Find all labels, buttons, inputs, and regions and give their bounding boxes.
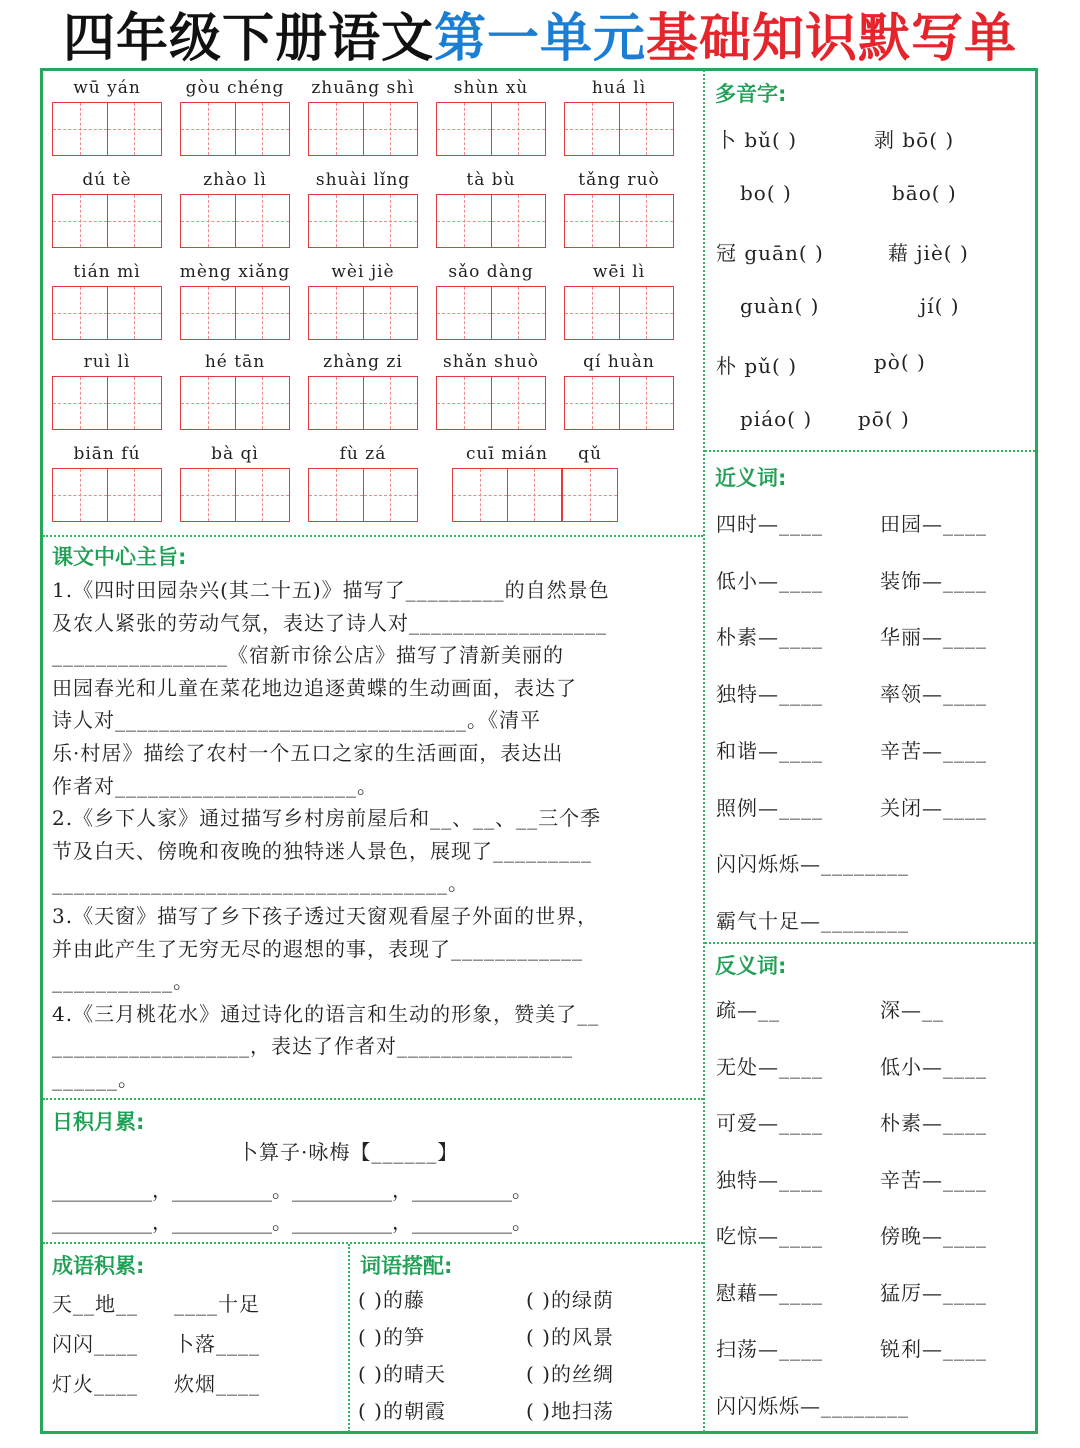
synonym-item: 关闭—____: [880, 795, 987, 820]
summary-line: 田园春光和儿童在菜花地边追逐黄蝶的生动画面，表达了: [52, 675, 577, 700]
writing-cell: [53, 103, 108, 155]
summary-line: 及农人紧张的劳动气氛，表达了诗人对__________________: [52, 610, 607, 635]
poem-title: 卜算子·咏梅【______】: [238, 1140, 459, 1164]
writing-cell: [309, 195, 364, 247]
writing-cell: [508, 469, 562, 521]
idiom-item: ____十足: [174, 1292, 260, 1316]
summary-line: 乐·村居》描绘了农村一个五口之家的生活画面，表达出: [52, 741, 564, 765]
match-item: ( )地扫荡: [526, 1399, 614, 1423]
writing-cell: [309, 377, 364, 429]
title-part3: 基础知识默写单: [646, 8, 1018, 69]
pinyin-label: sǎo dàng: [448, 262, 534, 282]
pinyin-label: dú tè: [82, 170, 132, 190]
writing-cell: [437, 287, 492, 339]
pinyin-label: wèi jiè: [331, 262, 395, 282]
writing-box[interactable]: [180, 468, 290, 522]
writing-cell: [492, 103, 546, 155]
match-item: ( )的丝绸: [526, 1362, 614, 1386]
idiom-item: 卜落____: [174, 1332, 260, 1356]
divider-bottom-split: [348, 1244, 350, 1432]
antonym-item: 扫荡—____: [716, 1337, 823, 1361]
writing-cell: [53, 377, 108, 429]
match-item: ( )的绿荫: [526, 1288, 614, 1312]
idiom-item: 灯火____: [52, 1372, 138, 1396]
section-ant-title: 反义词:: [715, 954, 787, 978]
polyphone-item: bāo( ): [892, 180, 957, 205]
synonym-item: 朴素—____: [716, 625, 823, 650]
writing-cell: [236, 195, 290, 247]
summary-line: 2.《乡下人家》通过描写乡村房前屋后和__、__、__三个季: [52, 806, 602, 831]
writing-cell: [236, 377, 290, 429]
antonym-item: 疏—__: [716, 998, 780, 1022]
summary-line: 3.《天窗》描写了乡下孩子透过天窗观看屋子外面的世界，: [52, 904, 599, 928]
writing-box[interactable]: [564, 376, 674, 430]
section-poly-title: 多音字:: [715, 82, 787, 106]
writing-cell: [53, 195, 108, 247]
writing-cell: [437, 195, 492, 247]
polyphone-item: guàn( ): [740, 293, 820, 318]
section-match-title: 词语搭配:: [360, 1254, 453, 1278]
writing-cell: [437, 377, 492, 429]
poem-line-1: __________，__________。__________，__________。: [52, 1178, 532, 1202]
synonym-item: 装饰—____: [880, 568, 987, 593]
match-item: ( )的朝霞: [358, 1399, 446, 1423]
writing-cell: [236, 469, 290, 521]
writing-cell: [492, 195, 546, 247]
writing-box[interactable]: [564, 194, 674, 248]
section-idiom-title: 成语积累:: [52, 1254, 145, 1278]
antonym-item: 猛厉—____: [880, 1280, 987, 1305]
writing-box[interactable]: [180, 194, 290, 248]
writing-cell: [364, 377, 418, 429]
synonym-item: 和谐—____: [716, 738, 823, 763]
writing-cell: [108, 103, 162, 155]
section-center-title: 课文中心主旨:: [52, 545, 187, 569]
pinyin-label: shuài lǐng: [315, 170, 411, 190]
writing-cell: [236, 287, 290, 339]
pinyin-label: qí huàn: [583, 352, 655, 372]
pinyin-label: bà qì: [211, 444, 259, 464]
writing-box[interactable]: [308, 194, 418, 248]
divider-pinyin: [43, 535, 703, 537]
writing-cell: [309, 287, 364, 339]
pinyin-label: zhào lì: [203, 170, 267, 190]
section-daily-title: 日积月累:: [52, 1110, 145, 1134]
writing-cell: [108, 469, 162, 521]
divider-daily: [43, 1242, 703, 1244]
pinyin-label: hé tān: [204, 352, 266, 372]
writing-box[interactable]: [52, 468, 162, 522]
writing-box[interactable]: [436, 102, 546, 156]
writing-box[interactable]: [564, 286, 674, 340]
idiom-item: 炊烟____: [174, 1372, 260, 1396]
synonym-item: 照例—____: [716, 795, 823, 820]
writing-cell: [492, 287, 546, 339]
synonym-item: 辛苦—____: [880, 738, 987, 763]
writing-box[interactable]: [308, 286, 418, 340]
writing-cell: [309, 469, 364, 521]
writing-cell: [565, 195, 620, 247]
writing-box[interactable]: [562, 468, 618, 522]
summary-line: __________________，表达了作者对________________: [52, 1034, 573, 1059]
pinyin-label: wū yán: [73, 78, 141, 98]
pinyin-label: tǎng ruò: [578, 170, 660, 190]
writing-cell: [181, 195, 236, 247]
writing-box[interactable]: [52, 376, 162, 430]
title-part2: 第一单元: [433, 8, 646, 69]
writing-cell: [181, 287, 236, 339]
synonym-item: 独特—____: [716, 682, 823, 707]
writing-cell: [364, 103, 418, 155]
summary-line: 诗人对________________________________。《清平: [52, 708, 541, 733]
writing-cell: [236, 103, 290, 155]
pinyin-label: huá lì: [591, 78, 647, 98]
synonym-item: 闪闪烁烁—________: [716, 852, 909, 877]
synonym-item: 低小—____: [716, 568, 823, 593]
synonym-item: 霸气十足—________: [716, 908, 909, 933]
polyphone-item: 剥 bō( ): [874, 128, 955, 152]
antonym-item: 辛苦—____: [880, 1167, 987, 1192]
writing-cell: [309, 103, 364, 155]
pinyin-label: gòu chéng: [185, 78, 285, 98]
antonym-item: 低小—____: [880, 1054, 987, 1079]
writing-cell: [620, 103, 674, 155]
antonym-item: 无处—____: [716, 1054, 823, 1079]
match-item: ( )的晴天: [358, 1362, 446, 1386]
writing-cell: [181, 469, 236, 521]
synonym-item: 率领—____: [880, 682, 987, 707]
pinyin-label: tà bù: [466, 170, 516, 190]
antonym-item: 闪闪烁烁—________: [716, 1393, 909, 1418]
synonym-item: 华丽—____: [880, 625, 987, 650]
summary-line: 4.《三月桃花水》通过诗化的语言和生动的形象，赞美了__: [52, 1001, 600, 1026]
pinyin-label: cuī mián: [466, 444, 548, 464]
writing-cell: [108, 195, 162, 247]
column-divider: [703, 70, 705, 1432]
pinyin-label: ruì lì: [83, 352, 131, 372]
summary-line: ___________。: [52, 969, 194, 994]
writing-cell: [565, 377, 620, 429]
summary-line: ______。: [52, 1067, 139, 1091]
antonym-item: 深—__: [880, 998, 944, 1022]
writing-cell: [108, 287, 162, 339]
pinyin-label: fù zá: [339, 444, 387, 464]
pinyin-label: biān fú: [73, 444, 141, 464]
writing-cell: [565, 287, 620, 339]
poem-line-2: __________，__________。__________，__________。: [52, 1210, 532, 1234]
synonym-item: 田园—____: [880, 512, 987, 536]
antonym-item: 朴素—____: [880, 1111, 987, 1135]
summary-line: 作者对______________________。: [52, 773, 378, 798]
writing-box[interactable]: [308, 376, 418, 430]
writing-box[interactable]: [436, 194, 546, 248]
summary-line: ____________________________________。: [52, 871, 469, 896]
writing-cell: [563, 469, 617, 521]
idiom-item: 闪闪____: [52, 1332, 138, 1356]
match-item: ( )的笋: [358, 1325, 425, 1349]
writing-cell: [108, 377, 162, 429]
writing-cell: [620, 377, 674, 429]
writing-box[interactable]: [180, 286, 290, 340]
match-item: ( )的风景: [526, 1325, 614, 1349]
divider-center: [43, 1098, 703, 1100]
writing-cell: [364, 469, 418, 521]
summary-line: 1.《四时田园杂兴(其二十五)》描写了_________的自然景色: [52, 578, 610, 602]
match-item: ( )的藤: [358, 1288, 425, 1312]
pinyin-label: tián mì: [73, 262, 141, 282]
pinyin-label: shǎn shuò: [442, 352, 540, 372]
pinyin-label: wēi lì: [592, 262, 646, 282]
writing-box[interactable]: [52, 102, 162, 156]
pinyin-label: mèng xiǎng: [179, 262, 291, 282]
writing-cell: [453, 469, 508, 521]
writing-box[interactable]: [52, 194, 162, 248]
polyphone-item: 朴 pǔ( ): [716, 354, 798, 378]
divider-poly: [705, 450, 1035, 452]
polyphone-item: pò( ): [874, 350, 926, 374]
polyphone-item: 卜 bǔ( ): [716, 128, 798, 152]
pinyin-label: qǔ: [578, 444, 602, 464]
page-title: [0, 0, 1080, 69]
writing-box[interactable]: [308, 468, 418, 522]
summary-line: 并由此产生了无穷无尽的遐想的事，表现了____________: [52, 936, 583, 961]
antonym-item: 吃惊—____: [716, 1224, 823, 1248]
writing-cell: [437, 103, 492, 155]
writing-box[interactable]: [180, 376, 290, 430]
antonym-item: 锐利—____: [880, 1337, 987, 1361]
pinyin-label: zhuāng shì: [311, 78, 415, 98]
writing-cell: [53, 287, 108, 339]
polyphone-item: pō( ): [858, 406, 910, 431]
polyphone-item: piáo( ): [740, 406, 813, 431]
summary-line: 节及白天、傍晚和夜晚的独特迷人景色，展现了_________: [52, 838, 592, 863]
pinyin-label: shùn xù: [453, 78, 529, 98]
antonym-item: 可爱—____: [716, 1111, 823, 1135]
polyphone-item: bo( ): [740, 180, 792, 205]
writing-cell: [181, 377, 236, 429]
antonym-item: 慰藉—____: [716, 1280, 823, 1305]
antonym-item: 独特—____: [716, 1167, 823, 1192]
summary-line: ________________《宿新市徐公店》描写了清新美丽的: [52, 643, 564, 668]
polyphone-item: 冠 guān( ): [716, 241, 824, 265]
section-syn-title: 近义词:: [715, 466, 787, 490]
writing-cell: [53, 469, 108, 521]
antonym-item: 傍晚—____: [880, 1224, 987, 1248]
writing-cell: [620, 195, 674, 247]
pinyin-label: zhàng zi: [323, 352, 403, 372]
writing-box[interactable]: [564, 102, 674, 156]
writing-cell: [181, 103, 236, 155]
polyphone-item: jí( ): [920, 293, 960, 318]
synonym-item: 四时—____: [716, 512, 823, 536]
writing-box[interactable]: [52, 286, 162, 340]
writing-box[interactable]: [452, 468, 562, 522]
divider-syn: [705, 942, 1035, 944]
idiom-item: 天__地__: [52, 1292, 138, 1316]
writing-box[interactable]: [436, 286, 546, 340]
writing-box[interactable]: [436, 376, 546, 430]
polyphone-item: 藉 jiè( ): [888, 241, 969, 265]
writing-cell: [364, 287, 418, 339]
writing-cell: [492, 377, 546, 429]
writing-box[interactable]: [308, 102, 418, 156]
writing-cell: [565, 103, 620, 155]
writing-box[interactable]: [180, 102, 290, 156]
writing-cell: [620, 287, 674, 339]
title-part1: 四年级下册语文: [62, 8, 434, 69]
writing-cell: [364, 195, 418, 247]
